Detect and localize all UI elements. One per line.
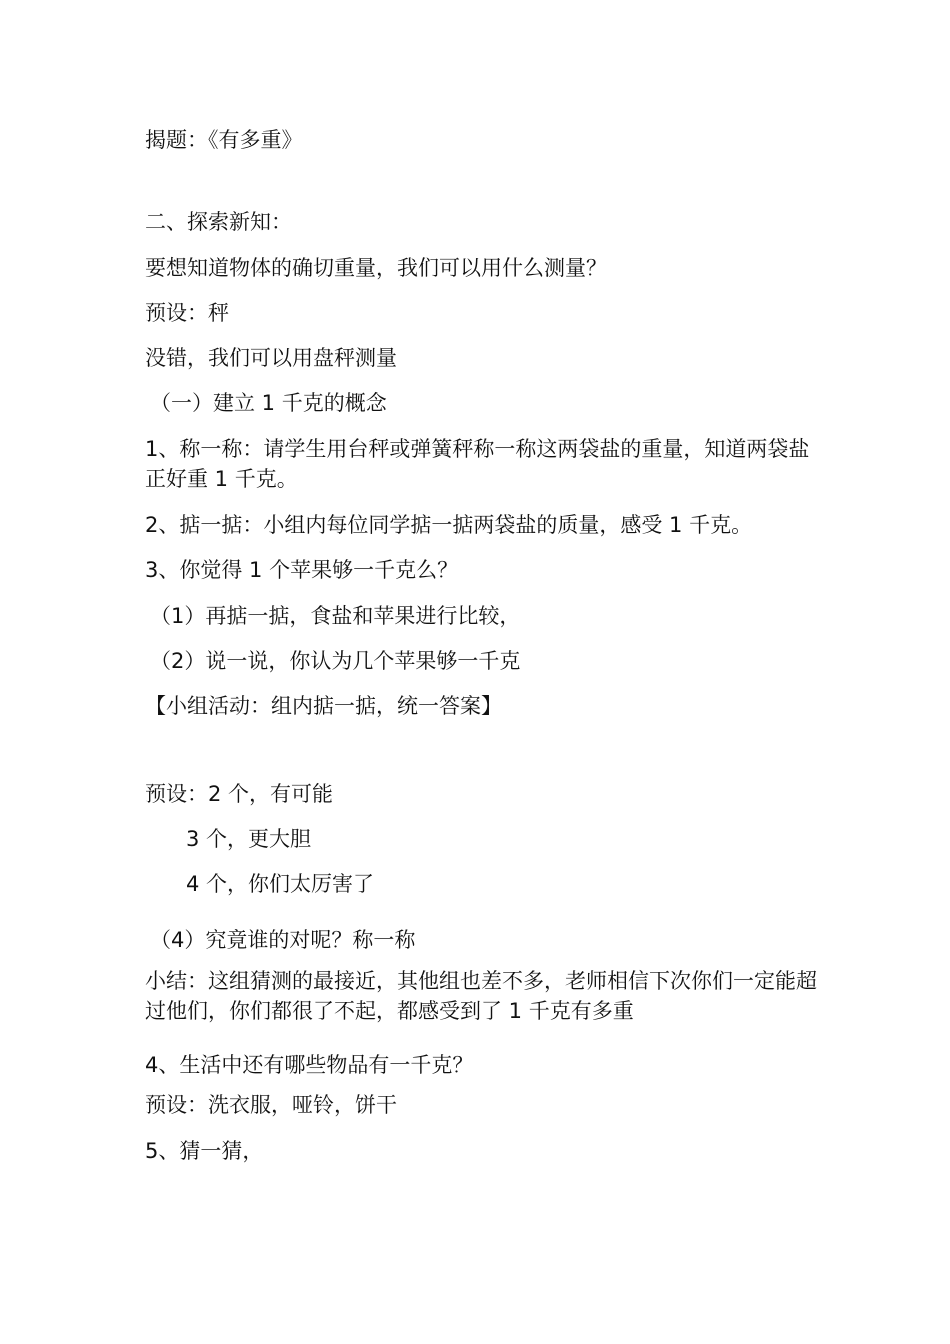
- sub-step-item: （1）再掂一掂，食盐和苹果进行比较，: [150, 604, 521, 628]
- summary-paragraph: 小结：这组猜测的最接近，其他组也差不多，老师相信下次你们一定能超过他们，你们都很了不起，都感受到了 1 千克有多重: [145, 969, 817, 1023]
- step-item: 3、你觉得 1 个苹果够一千克么？: [145, 558, 459, 582]
- preset-answer: 4 个，你们太厉害了: [186, 872, 375, 896]
- preset-answer: 预设：洗衣服，哑铃，饼干: [145, 1093, 397, 1117]
- paragraph-preset: 预设：秤: [145, 301, 229, 325]
- preset-answer: 3 个，更大胆: [186, 827, 312, 851]
- group-activity-note: 【小组活动：组内掂一掂，统一答案】: [145, 694, 502, 718]
- step-item: 1、称一称：请学生用台秤或弹簧秤称一称这两袋盐的重量，知道两袋盐正好重 1 千克。: [145, 437, 810, 491]
- preset-answer: 预设：2 个，有可能: [145, 782, 334, 806]
- step-item: 4、生活中还有哪些物品有一千克？: [145, 1053, 474, 1077]
- paragraph-answer: 没错，我们可以用盘秤测量: [145, 346, 397, 370]
- paragraph-question: 要想知道物体的确切重量，我们可以用什么测量？: [145, 256, 607, 280]
- sub-step-item: （4）究竟谁的对呢？称一称: [150, 928, 416, 952]
- step-item: 2、掂一掂：小组内每位同学掂一掂两袋盐的质量，感受 1 千克。: [145, 513, 753, 537]
- section-heading: 二、探索新知：: [145, 210, 292, 234]
- subsection-heading: （一）建立 1 千克的概念: [150, 391, 387, 415]
- sub-step-item: （2）说一说，你认为几个苹果够一千克: [150, 649, 521, 673]
- step-item: 5、猜一猜，: [145, 1139, 264, 1163]
- topic-heading: 揭题：《有多重》: [145, 128, 303, 152]
